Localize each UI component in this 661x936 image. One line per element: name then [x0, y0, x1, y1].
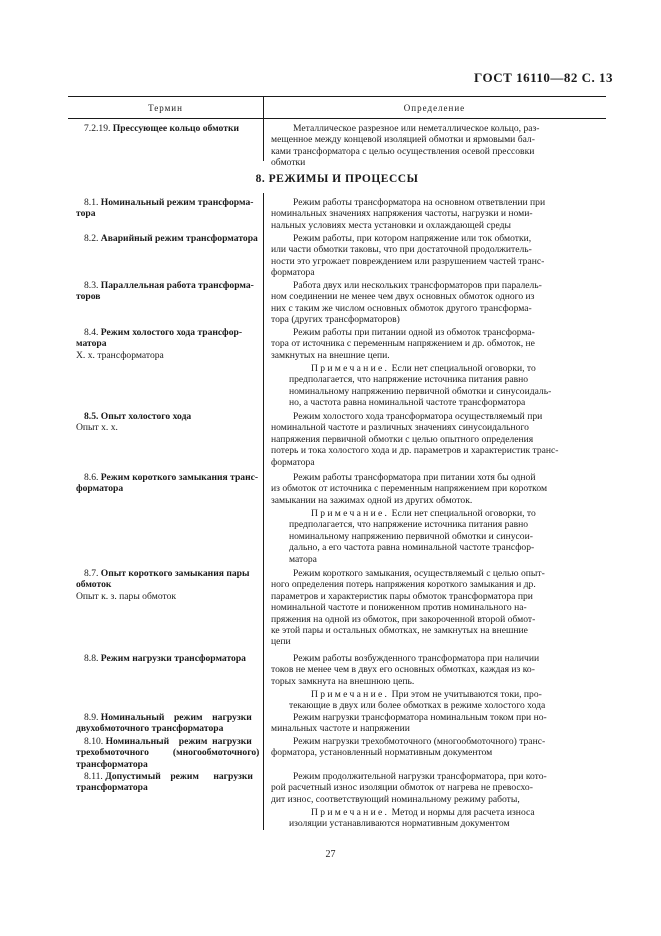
term-8-10: 8.10. Номинальный режим нагрузки трехобмоточного (многообмоточного) трансформатора — [76, 736, 260, 770]
term-8-1: 8.1. Номинальный режим трансформа- тора — [76, 197, 254, 220]
term-8-3: 8.3. Параллельная работа трансформа- торов — [76, 280, 254, 303]
section-title: 8. РЕЖИМЫ И ПРОЦЕССЫ — [255, 173, 419, 185]
term-number: 7.2.19. — [84, 123, 111, 134]
column-divider-lower — [263, 193, 264, 830]
column-header-definition: Определение — [403, 103, 466, 113]
term-8-9: 8.9. Номинальный режим нагрузки двухобмоточного трансформатора — [76, 712, 252, 735]
note-8-11: Примечание. Метод и нормы для расчета износа изоляции устанавливаются нормативным документом — [289, 807, 535, 830]
term-8-5: 8.5. Опыт холостого хода Опыт х. х. — [76, 411, 192, 434]
page-number: 27 — [325, 849, 336, 860]
definition-8-7: Режим короткого замыкания, осуществляемый с целью опыт- ного определения потерь напряжения короткого замыкания и др. параметров и характеристик пары обмоток трансформатора при номинальной частоте и пониженном против номинального на- пряжения на одной из обмоток, при закороченной второй обмот- ке этой пары и остальных обмотках, не замкнутых на внешние цепи — [271, 568, 545, 648]
column-divider-upper — [263, 118, 264, 161]
term-8-2: 8.2. Аварийный режим трансформатора — [84, 233, 258, 244]
definition-8-1: Режим работы трансформатора на основном ответвлении при номинальных значениях напряжения частоты, нагрузки и номи- нальных условиях места установки и охлаждающей среды — [271, 197, 546, 231]
definition-8-3: Работа двух или нескольких трансформаторов при паралель- ном соединении не менее чем двух основных обмоток одного из них с таким же числом основных обмоток другого трансформа- тора (других трансформаторов) — [271, 280, 542, 326]
definition-7-2-19: Металлическое разрезное или неметаллическое кольцо, раз- мещенное между концевой изоляцией обмотки и ярмовыми бал- ками трансформатора с целью осуществления осевой прессовки обмотки — [271, 123, 540, 169]
definition-8-4: Режим работы при питании одной из обмоток трансформа- тора от источника с переменным напряжением и др. обмоток, не замкнутых на внешние цепи. — [271, 327, 535, 361]
definition-8-8: Режим работы возбужденного трансформатора при наличии токов не менее чем в двух его основных обмотках, каждая из ко- торых замкнута на внешнюю цепь. — [271, 653, 540, 687]
definition-8-6: Режим работы трансформатора при питании хотя бы одной из обмоток от источника с переменным напряжением при коротком замыкании на зажимах одной из других обмоток. — [271, 472, 548, 506]
definition-8-5: Режим холостого хода трансформатора осуществляемый при номинальной частоте и различных значениях синусоидального напряжения первичной обмотки с целью опытного определения потерь и тока холостого хода и др. параметров и характеристик транс- форматора — [271, 411, 559, 468]
definition-8-11: Режим продолжительной нагрузки трансформатора, при кото- рой расчетный износ изоляции обмоток от нагрева не превосхо- дит износ, соответствующий номинальному режиму работы, — [271, 771, 547, 805]
table-top-rule — [68, 96, 606, 97]
note-8-8: Примечание. При этом не учитываются токи, про- текающие в двух или более обмотках в режиме холостого хода — [289, 689, 546, 712]
term-8-6: 8.6. Режим короткого замыкания транс- форматора — [76, 472, 259, 495]
term-8-4: 8.4. Режим холостого хода трансфор- матора Х. х. трансформатора — [76, 327, 243, 361]
column-header-term: Термин — [148, 103, 183, 113]
standard-code: ГОСТ 16110—82 С. 13 — [474, 70, 613, 85]
term-7-2-19 — [76, 123, 262, 134]
term-8-11: 8.11. Допустимый режим нагрузки трансформатора — [76, 771, 253, 794]
note-8-4: Примечание. Если нет специальной оговорки, то предполагается, что напряжение источника питания равно номинальному напряжению первичной обмотки и синусоидаль- но, а частота равна номинальной частоте трансформатора — [289, 363, 552, 409]
definition-8-9: Режим нагрузки трансформатора номинальным током при но- минальных частоте и напряжении — [271, 712, 547, 735]
term-8-8: 8.8. Режим нагрузки трансформатора — [84, 653, 246, 664]
term-title: Прессующее кольцо обмотки — [112, 123, 240, 134]
term-8-7: 8.7. Опыт короткого замыкания пары обмоток Опыт к. з. пары обмоток — [76, 568, 250, 602]
definition-8-10: Режим нагрузки трехобмоточного (многообмоточного) транс- форматора, установленный нормативным документом — [271, 736, 546, 759]
table-header-rule — [68, 118, 606, 119]
note-8-6: Примечание. Если нет специальной оговорки, то предполагается, что напряжение источника питания равно номинальному напряжению первичной обмотки и синусои- дально, а его частота равна номинальной частоте трансфор- матора — [289, 508, 536, 565]
definition-8-2: Режим работы, при котором напряжение или ток обмотки, или части обмотки таковы, что при достаточной продолжитель- ности это угрожает повреждением или разрушением частей транс- форматора — [271, 233, 545, 279]
